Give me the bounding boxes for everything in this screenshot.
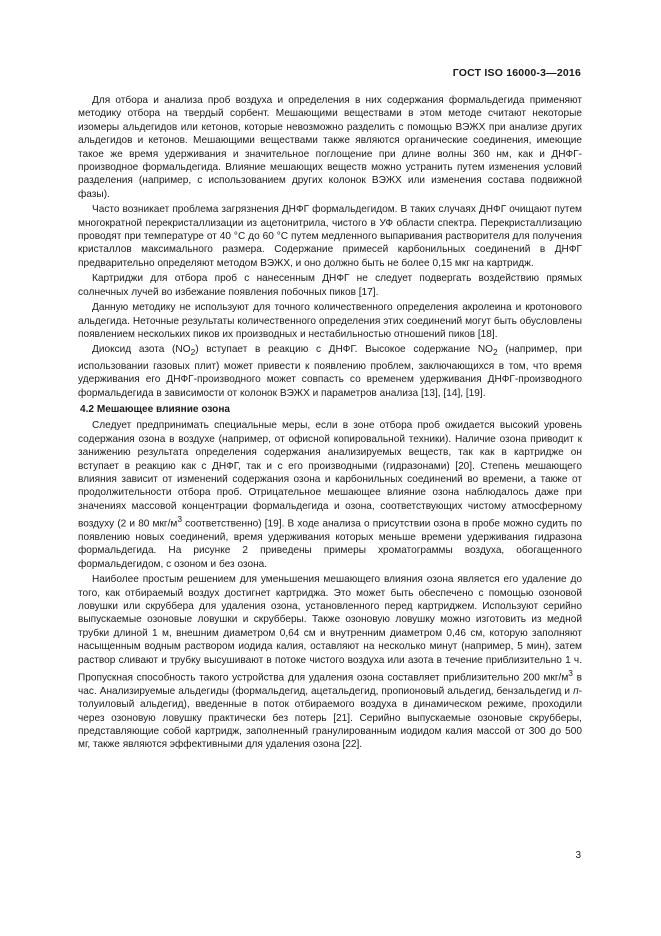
subscript: 2 (493, 347, 498, 358)
text-run: Наиболее простым решением для уменьшения мешающего влияния озона является его удаление до того, как отбираемый воздух достигнет картриджа. Это может быть обеспечено с помощью озоновой ловушки или скруббера для удаления озона, установленного перед картриджем. Используют серийно выпускаемые озоновые ловушки и скрубберы. Также озоновую ловушку можно изготовить из медной трубки длиной 1 м, внешним диаметром 0,64 см и внутренним диаметром 0,46 см, которую заполняют насыщенным водным раствором иодида калия, оставляют на несколько минут (например, 5 мин), затем раствор сливают и трубку высушивают в потоке чистого воздуха или азота в течение приблизительно 1 ч. Пропускная способность такого устройства для удаления озона составляет приблизительно 200 мкг/м (78, 574, 582, 684)
paragraph-dnph-contamination: Часто возникает проблема загрязнения ДНФГ формальдегидом. В таких случаях ДНФГ очищают путем многократной перекристаллизации из ацетонитрила, чистого в УФ области спектра. Перекристаллизацию проводят при температуре от 40 °С до 60 °С путем медленного выпаривания растворителя для получения кристаллов максимального размера. Содержание примесей карбонильных соединений в ДНФГ предварительно определяют методом ВЭЖХ, и оно должно быть не более 0,15 мкг на картридж. (78, 204, 582, 269)
text-run: Следует предпринимать специальные меры, если в зоне отбора проб ожидается высокий уровень содержания озона в воздухе (например, от офисной копировальной техники). Наличие озона приводит к занижению результата определения содержания анализируемых веществ, так как в картридже он вступает в реакцию как с ДНФГ, так и с его производными (гидразонами) [20]. Степень мешающего влияния зависит от изменений содержания озона и карбонильных соединений во времени, а также от продолжительности отбора проб. Отрицательное мешающее влияние озона наблюдалось даже при значениях массовой концентрации формальдегида и озона, соответствующих чистому атмосферному воздуху (2 и 80 мкг/м (78, 420, 582, 530)
italic-text: п (573, 685, 579, 697)
paragraph-acrolein: Данную методику не используют для точного количественного определения акролеина и кротонового альдегида. Неточные результаты количественного определения этих соединений могут быть обусловлены появлением нескольких пиков их производных и нестабильностью отношений пиков [18]. (78, 302, 582, 340)
page-body (78, 94, 582, 754)
subscript: 2 (190, 347, 196, 358)
text-run: Диоксид азота (NO (92, 344, 191, 356)
page-number: 3 (575, 850, 581, 861)
paragraph-sunlight: Картриджи для отбора проб с нанесенным ДНФГ не следует подвергать воздействию прямых солнечных лучей во избежание появления побочных пиков [17]. (78, 273, 582, 298)
document-code-header: ГОСТ ISO 16000-3—2016 (452, 67, 581, 79)
text-run: соответственно) [19]. В ходе анализа о присутствии озона в пробе можно судить по появлению новых соединений, время удерживания которых меньше времени удерживания гидразона формальдегида. На рисунке 2 приведены примеры хроматограммы воздуха, обогащенного формальдегидом, с озоном и без озона. (78, 518, 582, 570)
superscript: 3 (568, 668, 573, 679)
paragraph-ozone-influence (78, 419, 582, 571)
text-run: в час. Анализируемые альдегиды (формальдегид, ацетальдегид, пропионовый альдегид, бензальдегид и (78, 672, 582, 697)
paragraph-nitrogen-dioxide (78, 343, 582, 400)
text-run: -толуиловый альдегид), введенные в поток отбираемого воздуха в динамическом режиме, проходили через озоновую ловушку практически без потерь [21]. Серийно выпускаемые озоновые скрубберы, представляющие собой картридж, заполненный гранулированным иодидом калия массой от 300 до 500 мг, также являются эффективными для удаления озона [22]. (78, 685, 582, 751)
superscript: 3 (177, 514, 183, 525)
text-run: (например, при использовании газовых плит) может привести к появлению проблем, заключающихся в том, что время удерживания его ДНФГ-производного может совпасть со временем удерживания ДНФГ-производного формальдегида в зависимости от колонок ВЭЖХ и параметров анализа [13], [14], [19]. (78, 344, 582, 399)
paragraph-ozone-removal (78, 573, 582, 752)
section-heading-ozone: 4.2 Мешающее влияние озона (80, 403, 231, 415)
text-run: ) вступает в реакцию с ДНФГ. Высокое содержание NO (195, 344, 494, 356)
paragraph-interferences: Для отбора и анализа проб воздуха и определения в них содержания формальдегида применяют методику отбора на твердый сорбент. Мешающими веществами в этом методе считают некоторые изомеры альдегидов или кетонов, которые невозможно разделить с помощью ВЭЖХ при анализе других альдегидов и кетонов. Мешающими веществами также являются органические соединения, имеющие такое же время удерживания и значительное поглощение при длине волны 360 нм, как и ДНФГ-производное формальдегида. Влияние мешающих веществ можно устранить путем изменения условий разделения (например, с использованием других колонок ВЭЖХ или изменения состава подвижной фазы). (78, 95, 582, 200)
